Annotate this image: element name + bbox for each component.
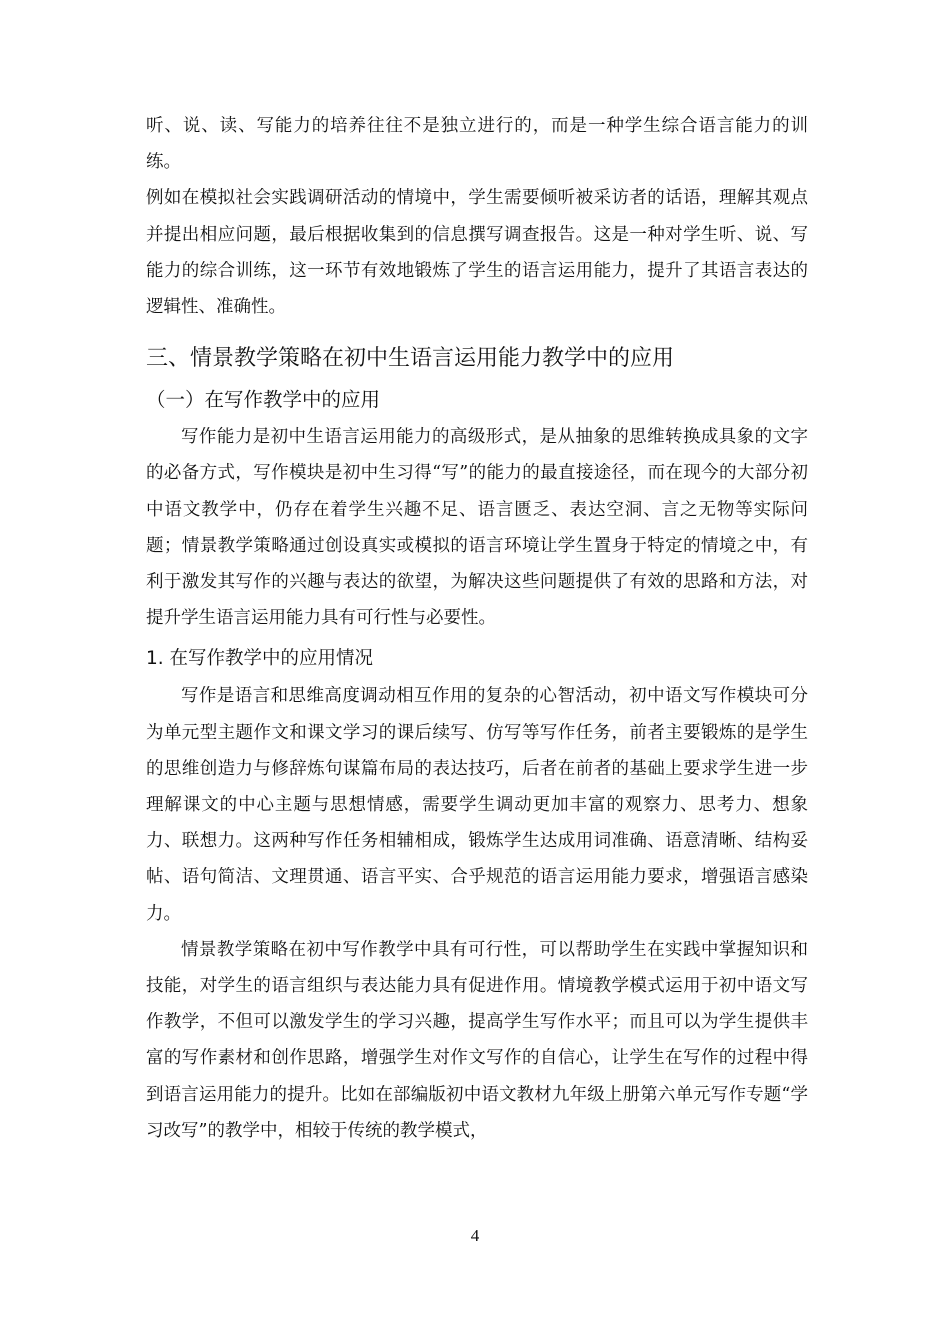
paragraph-example: 例如在模拟社会实践调研活动的情境中，学生需要倾听被采访者的话语，理解其观点并提出相应问题，最后根据收集到的信息撰写调查报告。这是一种对学生听、说、写能力的综合训练，这一环节有效地锻炼了学生的语言运用能力，提升了其语言表达的逻辑性、准确性。 bbox=[146, 188, 808, 318]
paragraph-continuation: 听、说、读、写能力的培养往往不是独立进行的，而是一种学生综合语言能力的训练。 bbox=[146, 116, 808, 173]
paragraph-body-2: 情景教学策略在初中写作教学中具有可行性，可以帮助学生在实践中掌握知识和技能，对学生的语言组织与表达能力具有促进作用。情境教学模式运用于初中语文写作教学，不但可以激发学生的学习兴趣，提高学生写作水平；而且可以为学生提供丰富的写作素材和创作思路，增强学生对作文写作的自信心，让学生在写作的过程中得到语言运用能力的提升。比如在部编版初中语文教材九年级上册第六单元写作专题“学习改写”的教学中，相较于传统的教学模式， bbox=[146, 939, 808, 1141]
section-heading: 三、情景教学策略在初中生语言运用能力教学中的应用 bbox=[146, 346, 675, 372]
page-number: 4 bbox=[470, 1226, 480, 1245]
item-heading: 1. 在写作教学中的应用情况 bbox=[146, 648, 374, 670]
paragraph-body-1: 写作是语言和思维高度调动相互作用的复杂的心智活动，初中语文写作模块可分为单元型主题作文和课文学习的课后续写、仿写等写作任务，前者主要锻炼的是学生的思维创造力与修辞炼句谋篇布局的表达技巧，后者在前者的基础上要求学生进一步理解课文的中心主题与思想情感，需要学生调动更加丰富的观察力、思考力、想象力、联想力。这两种写作任务相辅相成，锻炼学生达成用词准确、语意清晰、结构妥帖、语句简洁、文理贯通、语言平实、合乎规范的语言运用能力要求，增强语言感染力。 bbox=[146, 686, 808, 924]
page-content bbox=[146, 108, 808, 1149]
subsection-heading: （一）在写作教学中的应用 bbox=[146, 388, 381, 412]
paragraph-intro: 写作能力是初中生语言运用能力的高级形式，是从抽象的思维转换成具象的文字的必备方式，写作模块是初中生习得“写”的能力的最直接途径，而在现今的大部分初中语文教学中，仍存在着学生兴趣不足、语言匮乏、表达空洞、言之无物等实际问题；情景教学策略通过创设真实或模拟的语言环境让学生置身于特定的情境之中，有利于激发其写作的兴趣与表达的欲望，为解决这些问题提供了有效的思路和方法，对提升学生语言运用能力具有可行性与必要性。 bbox=[146, 427, 808, 629]
